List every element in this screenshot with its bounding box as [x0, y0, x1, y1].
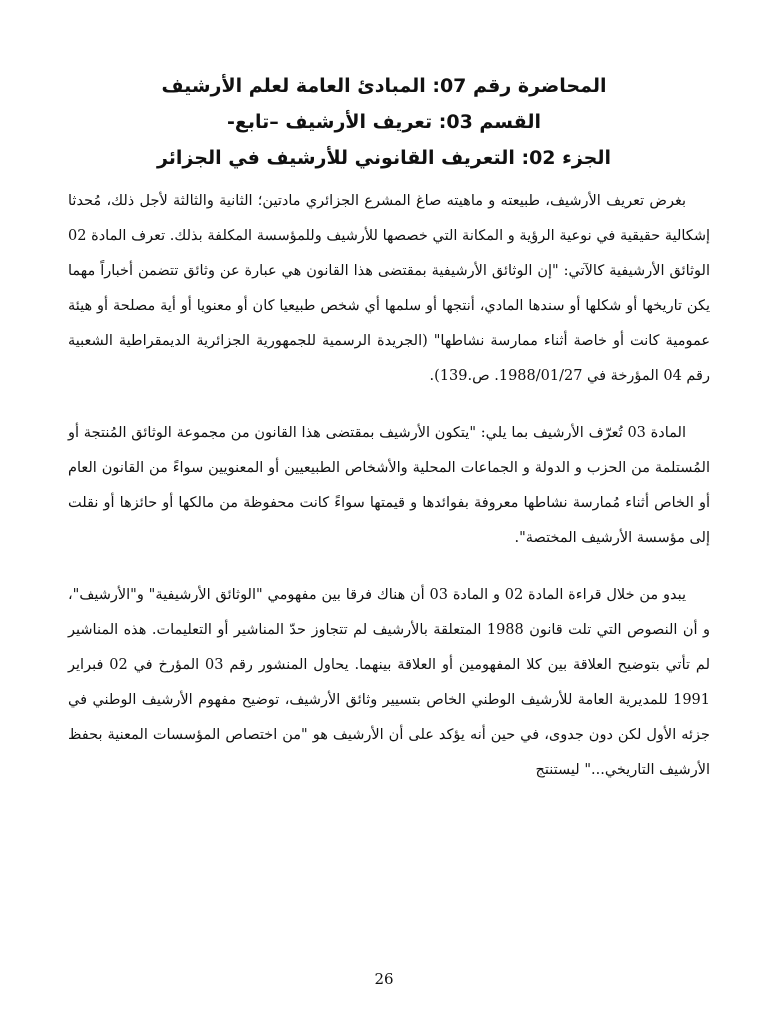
paragraph-article-02: بغرض تعريف الأرشيف، طبيعته و ماهيته صاغ المشرع الجزائري مادتين؛ الثانية والثالثة لأجل ذلك، مُحدثا إشكالية حقيقية في نوعية الرؤية و المكانة التي خصصها للأرشيف وللمؤسسة المكلفة بذلك. تعرف المادة 02 الوثائق الأرشيفية كالآتي: "إن الوثائق الأرشيفية بمقتضى هذا القانون هي عبارة عن وثائق تتضمن أخباراً مهما يكن تاريخها أو شكلها أو سندها المادي، أنتجها أو سلمها أي شخص طبيعيا كان أو معنويا أو أية مصلحة أو هيئة عمومية كانت أو خاصة أثناء ممارسة نشاطها" (الجريدة الرسمية للجمهورية الجزائرية الديمقراطية الشعبية رقم 04 المؤرخة في 1988/01/27. ص.139). — [68, 193, 710, 384]
paragraph-article-03: المادة 03 تُعرّف الأرشيف بما يلي: "يتكون الأرشيف بمقتضى هذا القانون من مجموعة الوثائق المُنتجة أو المُستلمة من الحزب و الدولة و الجماعات المحلية والأشخاص الطبيعيين أو المعنويين سواءً من القانون العام أو الخاص أثناء مُمارسة نشاطها معروفة بفوائدها و قيمتها سواءً كانت محفوظة من مالكها أو حائزها أو نقلت إلى مؤسسة الأرشيف المختصة". — [68, 425, 710, 546]
page-number: 26 — [374, 970, 394, 988]
lecture-title: المحاضرة رقم 07: المبادئ العامة لعلم الأرشيف — [161, 75, 607, 97]
body-text — [68, 184, 710, 810]
section-title: القسم 03: تعريف الأرشيف –تابع- — [227, 111, 541, 133]
part-title: الجزء 02: التعريف القانوني للأرشيف في الجزائر — [156, 147, 612, 169]
lecture-headings — [60, 68, 708, 176]
paragraph-analysis: يبدو من خلال قراءة المادة 02 و المادة 03 أن هناك فرقا بين مفهومي "الوثائق الأرشيفية" و"الأرشيف"، و أن النصوص التي تلت قانون 1988 المتعلقة بالأرشيف لم تتجاوز حدّ المناشير أو التعليمات. هذه المناشير لم تأتي بتوضيح العلاقة بين كلا المفهومين أو العلاقة بينهما. يحاول المنشور رقم 03 المؤرخ في 02 فبراير 1991 للمديرية العامة للأرشيف الوطني الخاص بتسيير وثائق الأرشيف، توضيح مفهوم الأرشيف الوطني في جزئه الأول لكن دون جدوى، في حين أنه يؤكد على أن الأرشيف هو "من اختصاص المؤسسات المعنية بحفظ الأرشيف التاريخي..." ليستنتج — [68, 587, 710, 778]
